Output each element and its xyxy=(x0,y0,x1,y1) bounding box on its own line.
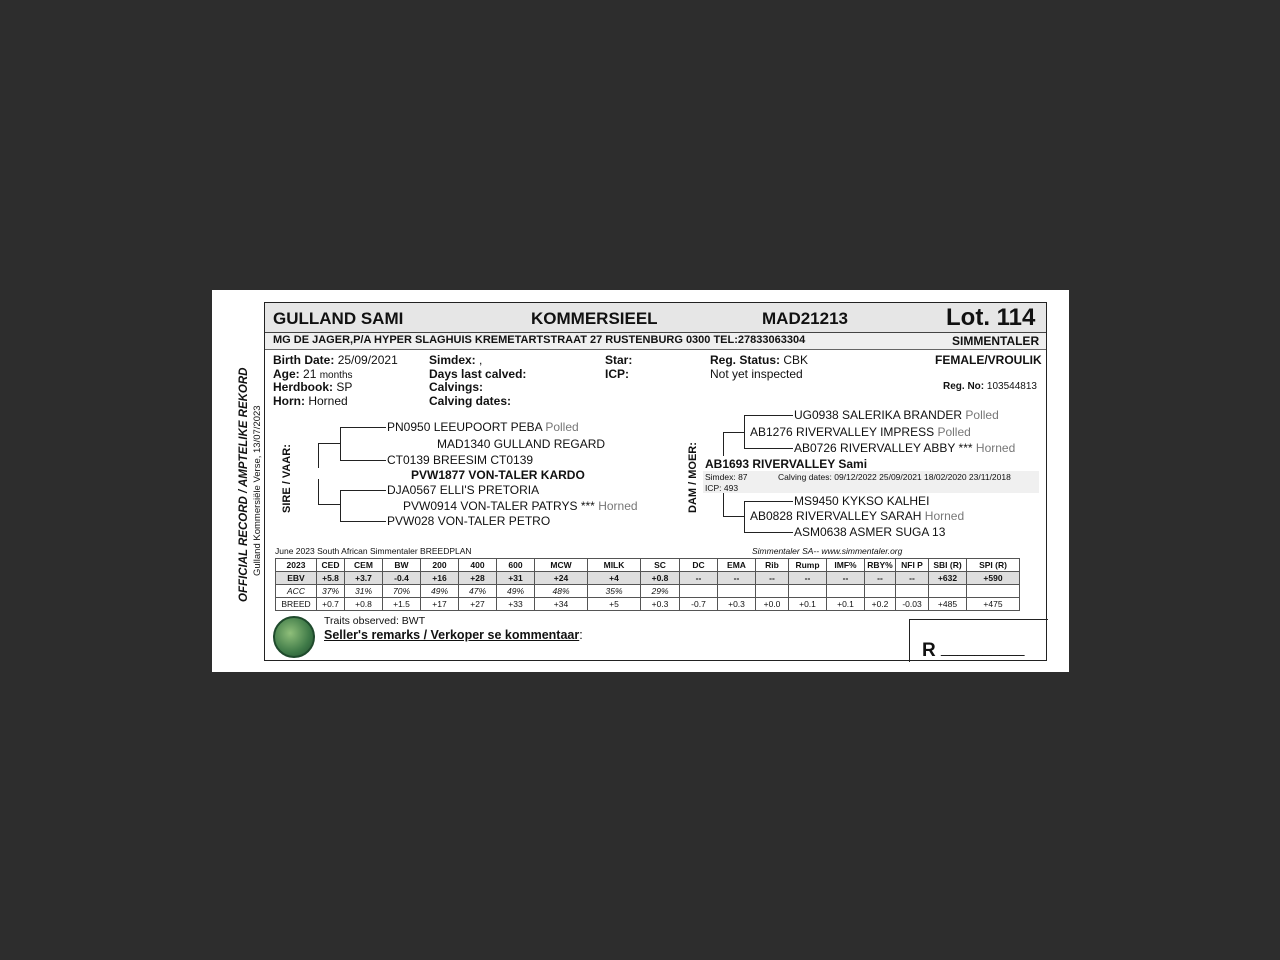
price-box xyxy=(909,619,1048,662)
ebv-header-cell: SBI (R) xyxy=(929,559,967,572)
dam-tree-line xyxy=(744,448,793,449)
breed-avg-cell: +17 xyxy=(421,598,459,611)
ebv-cell: -0.4 xyxy=(383,572,421,585)
accuracy-cell xyxy=(680,585,718,598)
icp-label: ICP: xyxy=(605,367,629,381)
owner-address: MG DE JAGER,P/A HYPER SLAGHUIS KREMETARTSTRAAT 27 RUSTENBURG 0300 TEL:27833063304 xyxy=(273,334,806,346)
accuracy-cell xyxy=(756,585,789,598)
dam-dam-dam: ASM0638 ASMER SUGA 13 xyxy=(794,525,946,539)
calving-dates: Calving dates: xyxy=(429,394,512,408)
simmentaler-logo-icon xyxy=(273,616,315,658)
ebv-cell: +3.7 xyxy=(345,572,383,585)
animal-name: GULLAND SAMI xyxy=(273,309,404,328)
price-input-line[interactable]: __________ xyxy=(941,640,1025,657)
ebv-header-cell: EMA xyxy=(718,559,756,572)
ebv-cell: -- xyxy=(896,572,929,585)
breed-avg-cell: +0.1 xyxy=(827,598,865,611)
ebv-cell: +632 xyxy=(929,572,967,585)
sex: FEMALE/VROULIK xyxy=(935,353,1042,367)
ebv-header-cell: 200 xyxy=(421,559,459,572)
ebv-header-cell: CED xyxy=(317,559,345,572)
breed-avg-cell: +5 xyxy=(588,598,641,611)
ebv-header-cell: 2023 xyxy=(276,559,317,572)
dam-tree-line xyxy=(744,415,745,448)
sire-sire-dam: CT0139 BREESIM CT0139 xyxy=(387,453,534,467)
ebv-cell: +16 xyxy=(421,572,459,585)
registration-certificate xyxy=(212,290,1069,672)
sire-tree-line xyxy=(318,443,340,444)
sire-dam: PVW0914 VON-TALER PATRYS *** Horned xyxy=(403,499,638,513)
price-label: R xyxy=(922,640,936,661)
ebv-header-cell: SPI (R) xyxy=(967,559,1020,572)
dam-sire: AB1276 RIVERVALLEY IMPRESS Polled xyxy=(750,425,971,439)
sire-tree-line xyxy=(318,504,340,505)
dam-tree-line xyxy=(723,516,744,517)
breed-avg-cell: +0.1 xyxy=(789,598,827,611)
ebv-header-cell: MILK xyxy=(588,559,641,572)
ebv-accuracy-row xyxy=(276,585,1020,598)
breed-avg-cell: +0.8 xyxy=(345,598,383,611)
accuracy-cell xyxy=(929,585,967,598)
ebv-cell: -- xyxy=(718,572,756,585)
dam-tree-line xyxy=(723,493,724,516)
seller-remarks: Seller's remarks / Verkoper se kommentaar: xyxy=(324,628,583,642)
sire-dam-dam: PVW028 VON-TALER PETRO xyxy=(387,514,551,528)
breed-avg-cell: +33 xyxy=(497,598,535,611)
ebv-header-cell: Rump xyxy=(789,559,827,572)
breed-name: SIMMENTALER xyxy=(952,334,1040,348)
dam-label: DAM / MOER: xyxy=(687,442,699,513)
accuracy-cell xyxy=(896,585,929,598)
dam-icp: ICP: 493 xyxy=(705,483,739,493)
certificate-subtitle: Gulland Kommersiële Verse, 13/07/2023 xyxy=(252,405,263,576)
icp-value: Not yet inspected xyxy=(710,367,803,381)
accuracy-cell: 49% xyxy=(421,585,459,598)
ebv-header-cell: DC xyxy=(680,559,718,572)
sire-sire: MAD1340 GULLAND REGARD xyxy=(437,437,606,451)
breedplan-title: June 2023 South African Simmentaler BREEDPLAN xyxy=(275,546,472,556)
calvings: Calvings: xyxy=(429,380,484,394)
ebv-cell: -- xyxy=(865,572,896,585)
sire-tree-line xyxy=(340,427,386,428)
accuracy-cell: 49% xyxy=(497,585,535,598)
ebv-header-row xyxy=(276,559,1020,572)
breed-avg-cell: +34 xyxy=(535,598,588,611)
dam-tree-line xyxy=(723,432,744,433)
ebv-cell: +0.8 xyxy=(641,572,680,585)
traits-observed: Traits observed: BWT xyxy=(324,615,426,627)
sire: PVW1877 VON-TALER KARDO xyxy=(411,468,585,482)
sire-tree-line xyxy=(340,460,386,461)
sire-sire-sire: PN0950 LEEUPOORT PEBA Polled xyxy=(387,420,579,434)
dam-calving-dates: Calving dates: 09/12/2022 25/09/2021 18/02/2020 23/11/2018 xyxy=(778,472,1011,482)
official-record-label: OFFICIAL RECORD / AMPTELIKE REKORD xyxy=(238,367,250,602)
sire-tree-line xyxy=(318,479,319,504)
dam-dam: AB0828 RIVERVALLEY SARAH Horned xyxy=(750,509,965,523)
simdex: Simdex: , xyxy=(429,353,483,367)
dam-tree-line xyxy=(744,501,745,532)
breed-avg-cell: +0.7 xyxy=(317,598,345,611)
dam-dam-sire: MS9450 KYKSO KALHEI xyxy=(794,494,930,508)
dam-tree-line xyxy=(723,432,724,456)
ebv-cell: +5.8 xyxy=(317,572,345,585)
accuracy-cell: 47% xyxy=(459,585,497,598)
dam-sire-sire: UG0938 SALERIKA BRANDER Polled xyxy=(794,408,999,422)
accuracy-cell xyxy=(865,585,896,598)
accuracy-cell xyxy=(718,585,756,598)
lot-number: Lot. 114 xyxy=(946,304,1036,331)
ebv-header-cell: IMF% xyxy=(827,559,865,572)
breed-avg-cell: +0.3 xyxy=(641,598,680,611)
ebv-cell: +31 xyxy=(497,572,535,585)
ebv-header-cell: BW xyxy=(383,559,421,572)
breed-avg-cell: +0.0 xyxy=(756,598,789,611)
ebv-header-cell: CEM xyxy=(345,559,383,572)
accuracy-cell xyxy=(789,585,827,598)
ebv-cell: +28 xyxy=(459,572,497,585)
accuracy-cell: 48% xyxy=(535,585,588,598)
ebv-cell: +24 xyxy=(535,572,588,585)
ebv-header-cell: 600 xyxy=(497,559,535,572)
ebv-cell: +4 xyxy=(588,572,641,585)
dam: AB1693 RIVERVALLEY Sami xyxy=(705,457,868,471)
star-label: Star: xyxy=(605,353,633,367)
ebv-cell: -- xyxy=(789,572,827,585)
reg-status: Reg. Status: CBK xyxy=(710,353,809,367)
breed-avg-cell: +1.5 xyxy=(383,598,421,611)
sire-tree-line xyxy=(340,427,341,460)
horn-status: Horn: Horned xyxy=(273,394,348,408)
breed-avg-cell: -0.7 xyxy=(680,598,718,611)
certificate-frame xyxy=(264,302,1047,661)
sire-tree-line xyxy=(318,443,319,468)
owner-bar xyxy=(265,333,1046,350)
breed-avg-cell: +475 xyxy=(967,598,1020,611)
accuracy-cell xyxy=(967,585,1020,598)
accuracy-cell: 31% xyxy=(345,585,383,598)
dam-tree-line xyxy=(744,415,793,416)
ebv-cell: -- xyxy=(756,572,789,585)
sire-label: SIRE / VAAR: xyxy=(281,444,293,513)
sire-tree-line xyxy=(340,490,386,491)
breed-avg-cell: -0.03 xyxy=(896,598,929,611)
animal-category: KOMMERSIEEL xyxy=(531,309,658,328)
age: Age: 21 months xyxy=(273,367,353,381)
breed-avg-cell: +0.2 xyxy=(865,598,896,611)
accuracy-cell: ACC xyxy=(276,585,317,598)
breed-avg-cell: +485 xyxy=(929,598,967,611)
days-last-calved: Days last calved: xyxy=(429,367,527,381)
sire-tree-line xyxy=(340,490,341,521)
sire-tree-line xyxy=(340,521,386,522)
ebv-header-cell: NFI P xyxy=(896,559,929,572)
sire-dam-sire: DJA0567 ELLI'S PRETORIA xyxy=(387,483,540,497)
ebv-cell: -- xyxy=(680,572,718,585)
accuracy-cell: 37% xyxy=(317,585,345,598)
ebv-cell: EBV xyxy=(276,572,317,585)
breed-avg-cell: +0.3 xyxy=(718,598,756,611)
ebv-header-cell: SC xyxy=(641,559,680,572)
breed-avg-cell: BREED xyxy=(276,598,317,611)
ebv-table xyxy=(275,558,1020,611)
dam-simdex: Simdex: 87 xyxy=(705,472,748,482)
breed-avg-cell: +27 xyxy=(459,598,497,611)
ebv-header-cell: MCW xyxy=(535,559,588,572)
birth-date: Birth Date: 25/09/2021 xyxy=(273,353,398,367)
ebv-header-cell: Rib xyxy=(756,559,789,572)
accuracy-cell: 29% xyxy=(641,585,680,598)
ebv-values-row xyxy=(276,572,1020,585)
accuracy-cell: 35% xyxy=(588,585,641,598)
reg-no: Reg. No: 103544813 xyxy=(943,381,1037,392)
breedplan-website: Simmentaler SA-- www.simmentaler.org xyxy=(752,546,903,556)
ebv-header-cell: 400 xyxy=(459,559,497,572)
herdbook: Herdbook: SP xyxy=(273,380,353,394)
ebv-breed-row xyxy=(276,598,1020,611)
accuracy-cell xyxy=(827,585,865,598)
accuracy-cell: 70% xyxy=(383,585,421,598)
dam-tree-line xyxy=(744,501,793,502)
ebv-cell: +590 xyxy=(967,572,1020,585)
header-bar xyxy=(265,303,1046,333)
dam-tree-line xyxy=(744,532,793,533)
animal-id: MAD21213 xyxy=(762,309,848,328)
ebv-header-cell: RBY% xyxy=(865,559,896,572)
ebv-cell: -- xyxy=(827,572,865,585)
dam-sire-dam: AB0726 RIVERVALLEY ABBY *** Horned xyxy=(794,441,1016,455)
